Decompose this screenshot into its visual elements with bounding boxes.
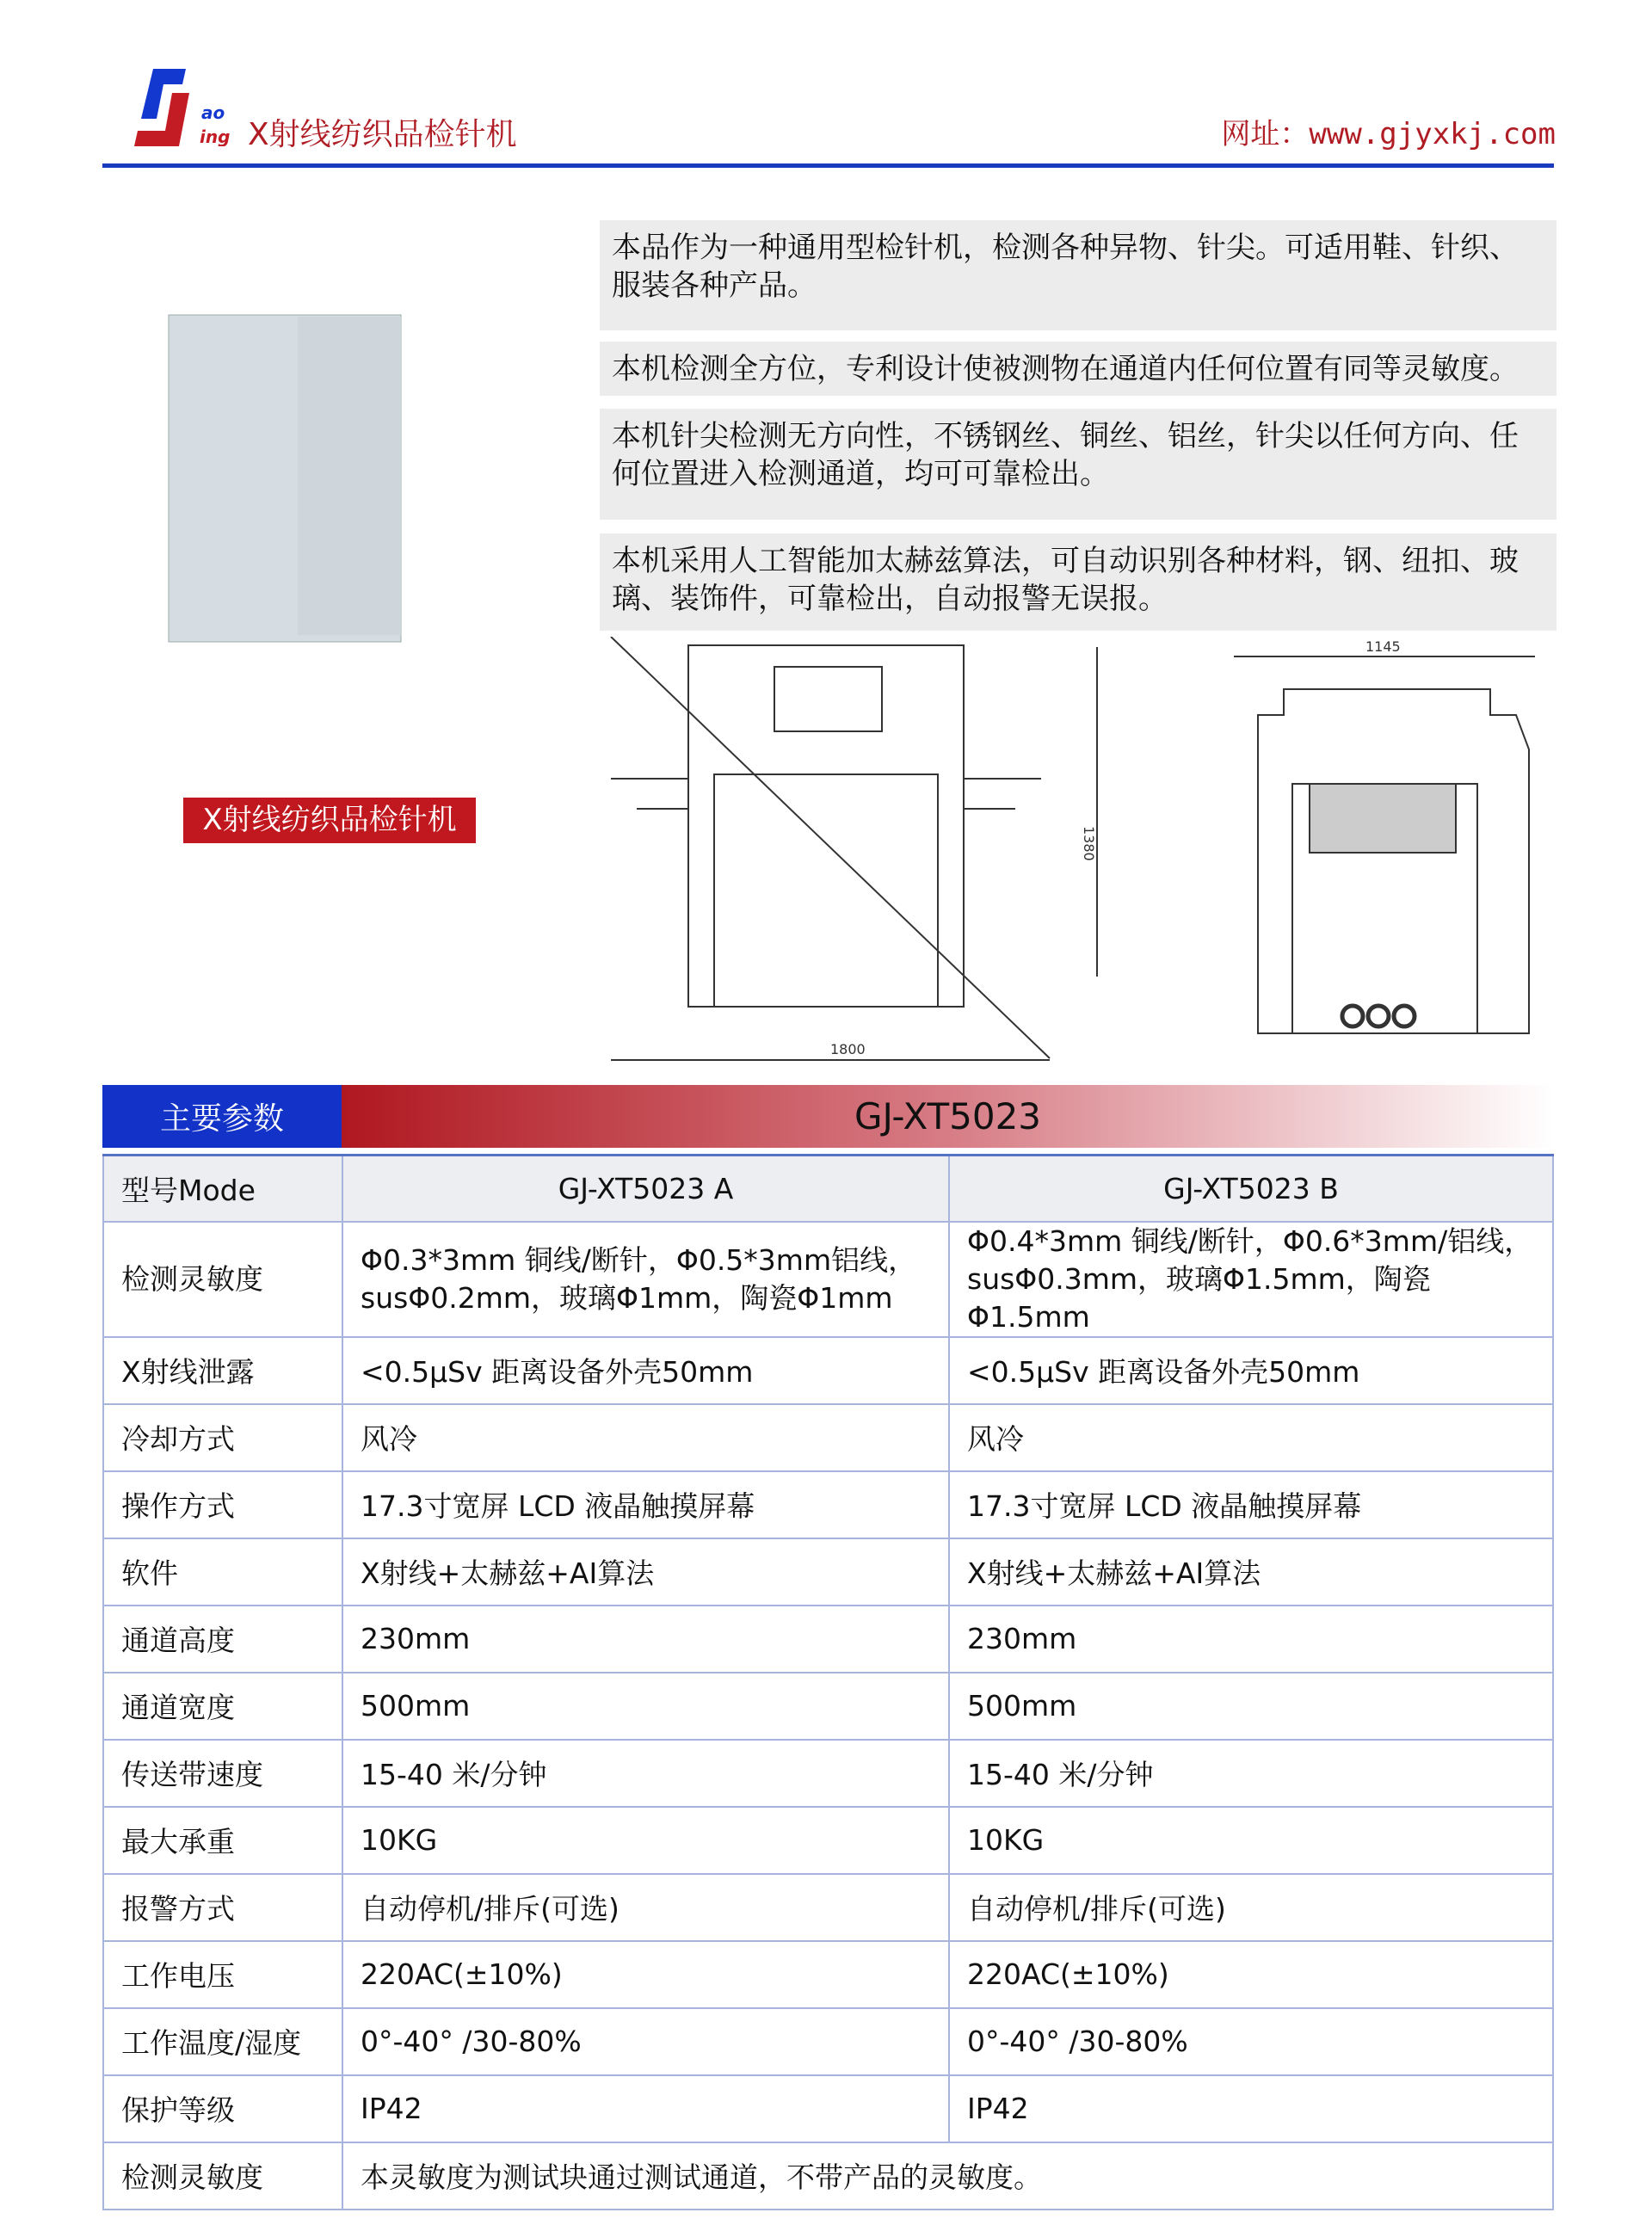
table-row [103,1673,1553,1740]
product-photo [100,306,564,693]
table-row [103,2075,1553,2142]
row-label: X射线泄露 [103,1337,342,1404]
intro-paragraph: 本机检测全方位，专利设计使被测物在通道内任何位置有同等灵敏度。 [600,342,1556,396]
value-b: 17.3寸宽屏 LCD 液晶触摸屏幕 [949,1471,1553,1538]
value-a: <0.5μSv 距离设备外壳50mm [342,1337,949,1404]
depth-dimension: 1145 [1365,638,1401,655]
value-a: 230mm [342,1606,949,1673]
value-b: IP42 [949,2075,1553,2142]
svg-text:ing: ing [200,126,231,146]
table-row [103,1740,1553,1807]
value-b: 风冷 [949,1404,1553,1471]
value-a: X射线+太赫兹+AI算法 [342,1538,949,1606]
model-title: GJ-XT5023 [342,1085,1554,1148]
table-row [103,1337,1553,1404]
row-label: 通道宽度 [103,1673,342,1740]
table-row [103,1807,1553,1874]
value-a: 15-40 米/分钟 [342,1740,949,1807]
intro-paragraph: 本机针尖检测无方向性，不锈钢丝、铜丝、铝丝，针尖以任何方向、任何位置进入检测通道，均可可靠检出。 [600,409,1556,520]
row-label: 最大承重 [103,1807,342,1874]
value-a: Φ0.3*3mm 铜线/断针，Φ0.5*3mm铝线，susΦ0.2mm，玻璃Φ1mm，陶瓷Φ1mm [342,1222,949,1337]
table-row [103,1404,1553,1471]
row-label: 通道高度 [103,1606,342,1673]
width-dimension: 1800 [830,1041,866,1057]
table-row [103,1941,1553,2008]
side-view-drawing [1232,638,1542,1076]
value-a: 17.3寸宽屏 LCD 液晶触摸屏幕 [342,1471,949,1538]
table-row-note [103,2142,1553,2210]
value-a: 10KG [342,1807,949,1874]
header-title: X射线纺织品检针机 [248,117,517,152]
value-b: 230mm [949,1606,1553,1673]
model-a: GJ-XT5023 A [342,1156,949,1222]
value-a: 自动停机/排斥(可选) [342,1874,949,1941]
value-b: 15-40 米/分钟 [949,1740,1553,1807]
row-label: 软件 [103,1538,342,1606]
value-a: 500mm [342,1673,949,1740]
value-b: 自动停机/排斥(可选) [949,1874,1553,1941]
value-b: 500mm [949,1673,1553,1740]
row-label: 传送带速度 [103,1740,342,1807]
value-a: 220AC(±10%) [342,1941,949,2008]
model-b: GJ-XT5023 B [949,1156,1553,1222]
row-label: 检测灵敏度 [103,1222,342,1337]
section-title: 主要参数 [102,1085,342,1148]
value-a: IP42 [342,2075,949,2142]
website-url[interactable]: 网址：www.gjyxkj.com [1221,117,1556,151]
spec-table-header [102,1085,1554,1148]
intro-paragraph: 本机采用人工智能加太赫兹算法，可自动识别各种材料，钢、纽扣、玻璃、装饰件，可靠检出，自动报警无误报。 [600,533,1556,631]
row-label: 工作温度/湿度 [103,2008,342,2075]
product-caption: X射线纺织品检针机 [183,798,476,843]
intro-paragraph: 本品作为一种通用型检针机，检测各种异物、针尖。可适用鞋、针织、服装各种产品。 [600,220,1556,330]
value-b: <0.5μSv 距离设备外壳50mm [949,1337,1553,1404]
row-label: 报警方式 [103,1874,342,1941]
value-a: 风冷 [342,1404,949,1471]
header-divider [102,163,1554,168]
spec-table [102,1154,1554,2210]
front-view-drawing [602,637,1119,1076]
row-label: 检测灵敏度 [103,2142,342,2210]
value-b: X射线+太赫兹+AI算法 [949,1538,1553,1606]
table-row [103,2008,1553,2075]
value-a: 0°-40° /30-80% [342,2008,949,2075]
value-b: 10KG [949,1807,1553,1874]
height-dimension: 1380 [1081,826,1097,861]
row-label: 型号Mode [103,1156,342,1222]
value-b: Φ0.4*3mm 铜线/断针，Φ0.6*3mm/铝线，susΦ0.3mm，玻璃Φ1.5mm，陶瓷Φ1.5mm [949,1222,1553,1337]
note-text: 本灵敏度为测试块通过测试通道，不带产品的灵敏度。 [342,2142,1553,2210]
row-label: 保护等级 [103,2075,342,2142]
table-row [103,1471,1553,1538]
value-b: 0°-40° /30-80% [949,2008,1553,2075]
table-row [103,1222,1553,1337]
row-label: 操作方式 [103,1471,342,1538]
svg-text:ao: ao [201,102,225,123]
row-label: 工作电压 [103,1941,342,2008]
table-row [103,1538,1553,1606]
table-row [103,1156,1553,1222]
value-b: 220AC(±10%) [949,1941,1553,2008]
table-row [103,1874,1553,1941]
row-label: 冷却方式 [103,1404,342,1471]
gaojing-logo [129,67,241,146]
table-row [103,1606,1553,1673]
